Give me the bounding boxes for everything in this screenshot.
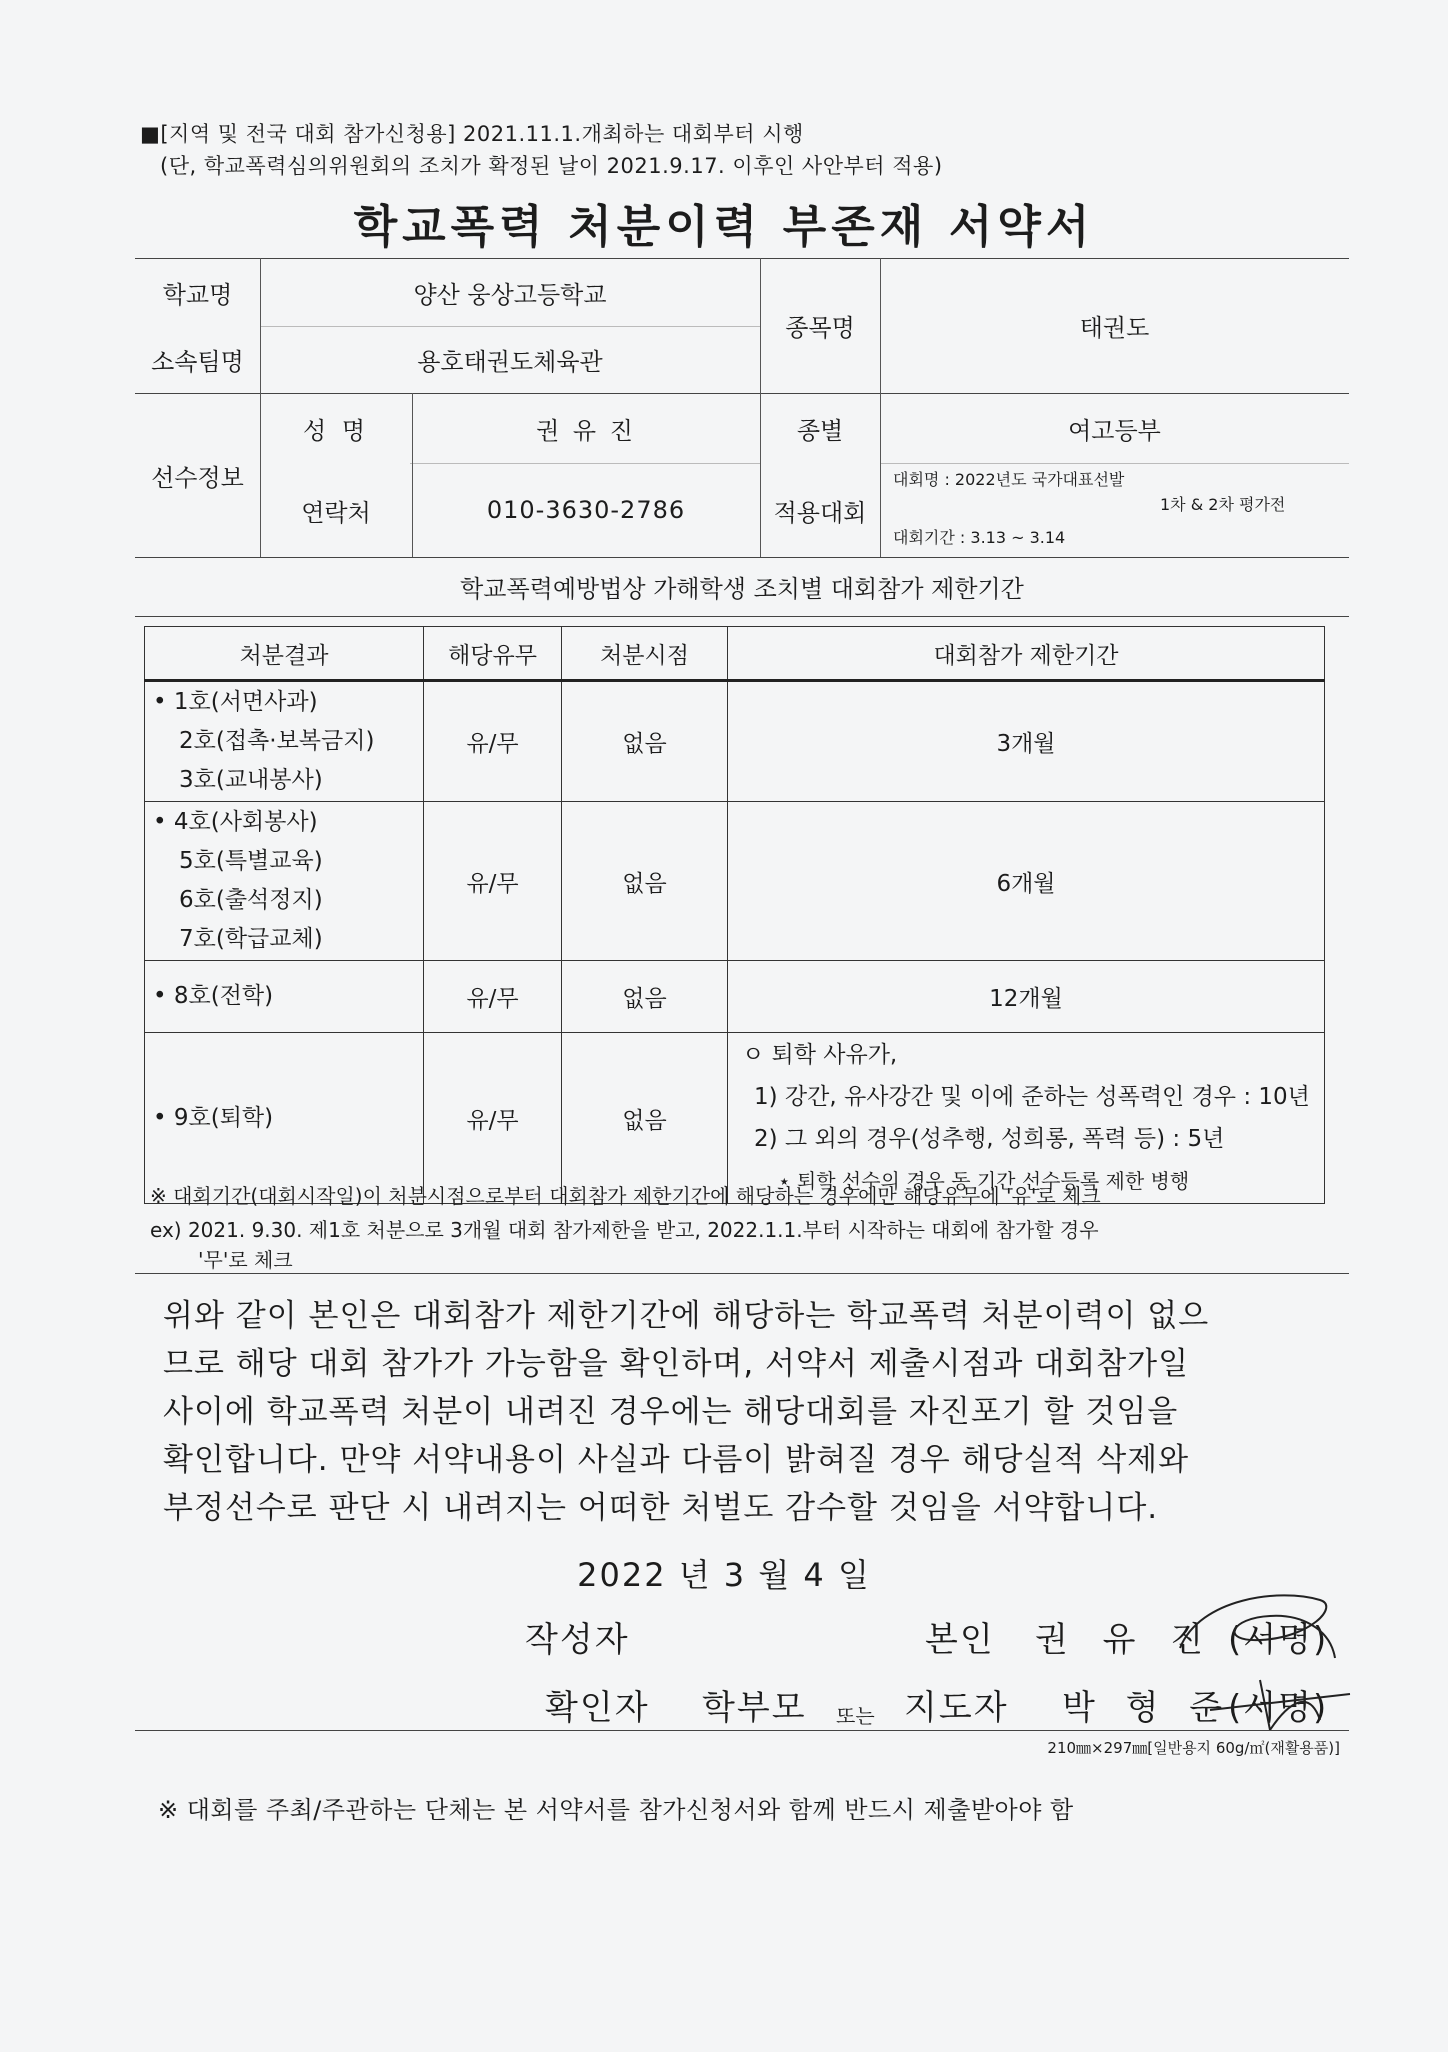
paper-spec: 210㎜×297㎜[일반용지 60g/㎡(재활용품)] bbox=[1047, 1739, 1340, 1757]
confirmer-parent: 학부모 bbox=[702, 1688, 807, 1728]
event-label: 종목명 bbox=[785, 314, 855, 342]
writer-role: 본인 bbox=[925, 1620, 995, 1660]
disposition-item: 5호(특별교육) bbox=[179, 848, 323, 874]
confirmer-coach: 지도자 bbox=[904, 1688, 1009, 1728]
header-line-1: ■[지역 및 전국 대회 참가신청용] 2021.11.1.개최하는 대회부터 시행 bbox=[140, 122, 804, 146]
category-value: 여고등부 bbox=[1068, 416, 1161, 445]
disposition-list bbox=[145, 681, 424, 802]
table-row bbox=[145, 961, 1325, 1033]
disposition-item: 2호(접촉·보복금지) bbox=[179, 728, 375, 754]
note-check-rule: ※ 대회기간(대회시작일)이 처분시점으로부터 대회참가 제한기간에 해당하는 경우에만 해당유무에 '유'로 체크 bbox=[150, 1184, 1101, 1208]
limit-period-cell: 12개월 bbox=[728, 961, 1325, 1033]
contact-value: 010-3630-2786 bbox=[486, 496, 686, 524]
competition-label: 적용대회 bbox=[773, 498, 867, 527]
limit-period-cell: 3개월 bbox=[728, 681, 1325, 802]
footer-note: ※ 대회를 주최/주관하는 단체는 본 서약서를 참가신청서와 함께 반드시 제출받아야 함 bbox=[158, 1796, 1074, 1824]
disposition-list bbox=[145, 961, 424, 1033]
writer-sign-placeholder: (서명) bbox=[1228, 1620, 1329, 1660]
column-header: 대회참가 제한기간 bbox=[728, 627, 1325, 681]
disposition-list bbox=[145, 1033, 424, 1204]
note-example: ex) 2021. 9.30. 제1호 처분으로 3개월 대회 참가제한을 받고, 2022.1.1.부터 시작하는 대회에 참가할 경우 bbox=[150, 1218, 1099, 1242]
player-info-label: 선수정보 bbox=[151, 463, 244, 492]
disposition-item: • 8호(전학) bbox=[153, 983, 274, 1009]
restriction-table bbox=[144, 626, 1325, 1204]
limit-period-cell: 6개월 bbox=[728, 802, 1325, 961]
expulsion-reason-line: 1) 강간, 유사강간 및 이에 준하는 성폭력인 경우 : 10년 bbox=[754, 1084, 1310, 1110]
expulsion-reason-line: ⋆ 퇴학 선수의 경우 동 기간 선수등록 제한 병행 bbox=[778, 1169, 1190, 1193]
disposition-list bbox=[145, 802, 424, 961]
writer-name: 권 유 진 bbox=[1035, 1620, 1216, 1660]
confirmer-label: 확인자 bbox=[545, 1688, 650, 1728]
confirmer-name: 박 형 준 bbox=[1062, 1688, 1233, 1728]
competition-name-2: 1차 & 2차 평가전 bbox=[1160, 495, 1286, 514]
disposition-time-cell: 없음 bbox=[562, 961, 728, 1033]
pledge-line: 부정선수로 판단 시 내려지는 어떠한 처벌도 감수할 것임을 서약합니다. bbox=[163, 1490, 1159, 1526]
disposition-item: • 4호(사회봉사) bbox=[153, 809, 318, 835]
writer-label: 작성자 bbox=[525, 1620, 630, 1660]
table-row bbox=[145, 802, 1325, 961]
name-label: 성 명 bbox=[303, 416, 369, 445]
contact-label: 연락처 bbox=[301, 498, 371, 527]
column-header: 해당유무 bbox=[424, 627, 562, 681]
column-header: 처분시점 bbox=[562, 627, 728, 681]
disposition-item: • 9호(퇴학) bbox=[153, 1104, 274, 1131]
column-header: 처분결과 bbox=[145, 627, 424, 681]
disposition-time-cell: 없음 bbox=[562, 802, 728, 961]
table-row bbox=[145, 681, 1325, 802]
category-label: 종별 bbox=[796, 416, 844, 445]
school-value: 양산 웅상고등학교 bbox=[413, 280, 607, 309]
name-value: 권 유 진 bbox=[536, 416, 636, 445]
expulsion-limit-cell bbox=[728, 1033, 1325, 1204]
disposition-time-cell: 없음 bbox=[562, 681, 728, 802]
confirmer-or-text: 또는 bbox=[836, 1704, 875, 1728]
confirmer-or bbox=[836, 1692, 875, 1732]
pledge-line: 확인합니다. 만약 서약내용이 사실과 다름이 밝혀질 경우 해당실적 삭제와 bbox=[163, 1442, 1190, 1478]
pledge-line: 위와 같이 본인은 대회참가 제한기간에 해당하는 학교폭력 처분이력이 없으 bbox=[163, 1298, 1210, 1334]
confirmer-signature-scribble bbox=[1200, 1660, 1360, 1740]
expulsion-reason-line: ㅇ 퇴학 사유가, bbox=[742, 1042, 898, 1068]
section-title: 학교폭력예방법상 가해학생 조치별 대회참가 제한기간 bbox=[460, 575, 1024, 603]
team-value: 용호태권도체육관 bbox=[417, 348, 603, 376]
event-value: 태권도 bbox=[1079, 314, 1150, 342]
divider bbox=[135, 1730, 1349, 1731]
team-label: 소속팀명 bbox=[151, 348, 244, 376]
header-line-2: (단, 학교폭력심의위원회의 조치가 확정된 날이 2021.9.17. 이후인 사안부터 적용) bbox=[160, 154, 943, 178]
pledge-date: 2022 년 3 월 4 일 bbox=[577, 1556, 871, 1594]
expulsion-reason-line: 2) 그 외의 경우(성추행, 성희롱, 폭력 등) : 5년 bbox=[754, 1126, 1225, 1152]
pledge-line: 므로 해당 대회 참가가 가능함을 확인하며, 서약서 제출시점과 대회참가일 bbox=[163, 1346, 1190, 1382]
document-title: 학교폭력 처분이력 부존재 서약서 bbox=[353, 200, 1095, 253]
disposition-item: • 1호(서면사과) bbox=[153, 689, 318, 715]
competition-name: 대회명 : 2022년도 국가대표선발 bbox=[893, 470, 1125, 489]
disposition-time-cell: 없음 bbox=[562, 1033, 728, 1204]
competition-period: 대회기간 : 3.13 ~ 3.14 bbox=[893, 528, 1066, 547]
applicable-cell: 유/무 bbox=[424, 681, 562, 802]
disposition-item: 3호(교내봉사) bbox=[179, 767, 323, 793]
disposition-item: 7호(학급교체) bbox=[179, 926, 323, 952]
school-label: 학교명 bbox=[162, 280, 233, 309]
confirmer-sign-placeholder: (서명) bbox=[1228, 1688, 1329, 1728]
applicable-cell: 유/무 bbox=[424, 1033, 562, 1204]
table-row bbox=[145, 1033, 1325, 1204]
note-example-cont: '무'로 체크 bbox=[198, 1248, 293, 1272]
applicable-cell: 유/무 bbox=[424, 802, 562, 961]
divider bbox=[135, 1273, 1349, 1274]
applicable-cell: 유/무 bbox=[424, 961, 562, 1033]
pledge-line: 사이에 학교폭력 처분이 내려진 경우에는 해당대회를 자진포기 할 것임을 bbox=[163, 1394, 1179, 1430]
disposition-item: 6호(출석정지) bbox=[179, 887, 323, 913]
pledge-paragraph bbox=[163, 1292, 1313, 1532]
table-header-row bbox=[145, 627, 1325, 681]
